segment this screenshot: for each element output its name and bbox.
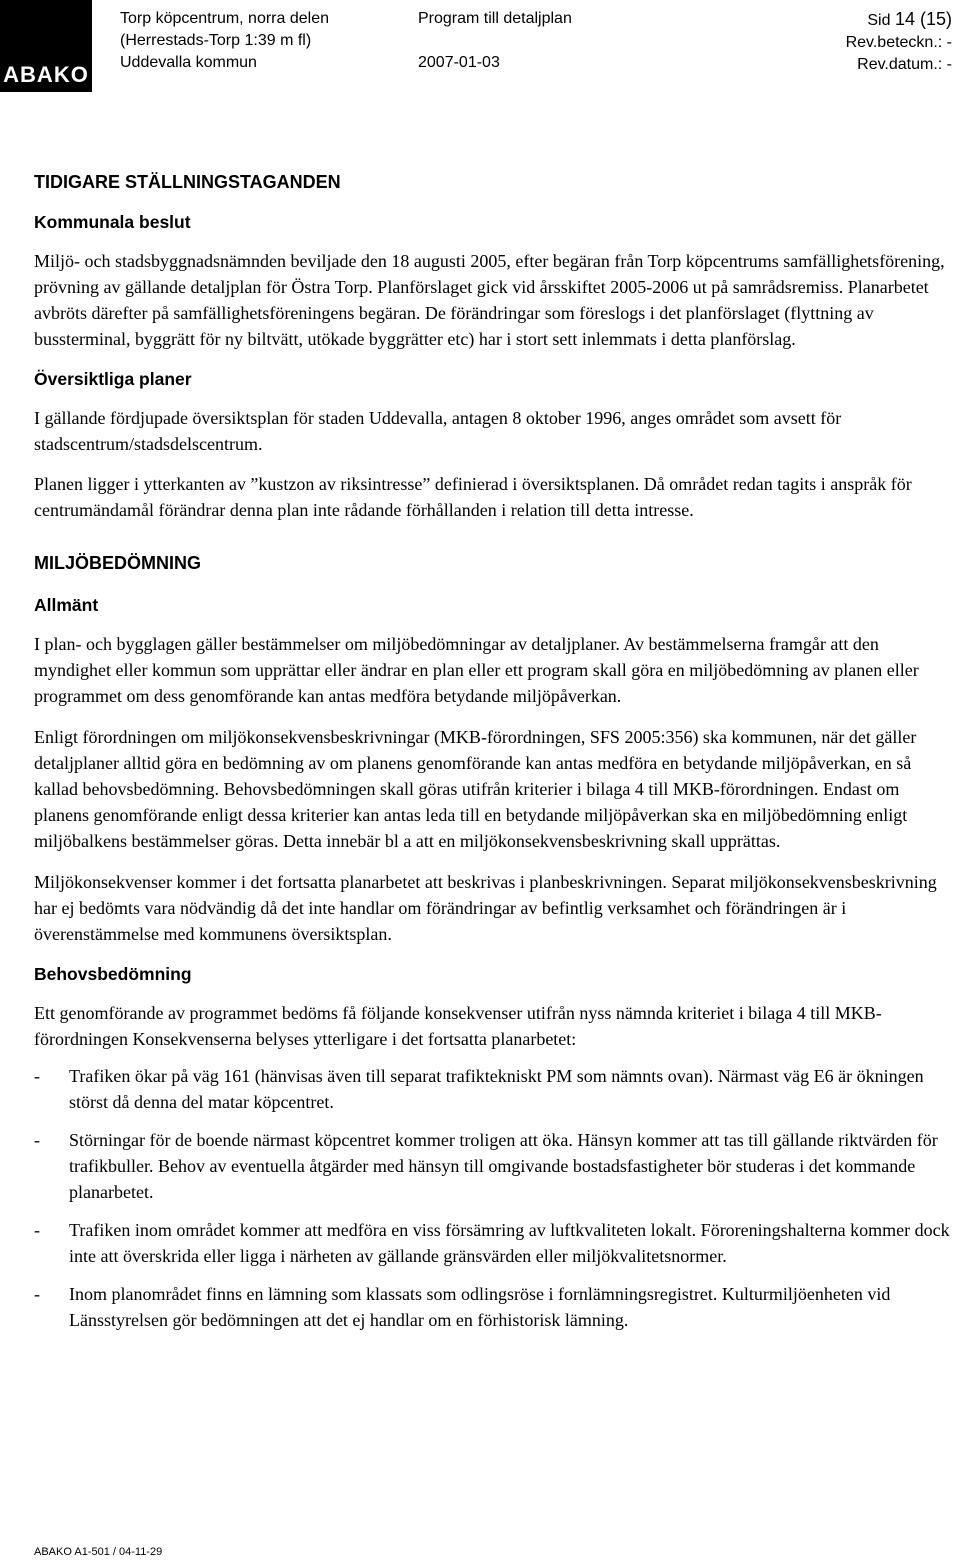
list-dash: -: [34, 1066, 40, 1086]
header-date: 2007-01-03: [418, 54, 500, 71]
header-page-number: 14 (15): [894, 9, 952, 29]
header-project: Torp köpcentrum, norra delen: [120, 10, 329, 27]
paragraph-environmental-consequences: Miljökonsekvenser kommer i det fortsatta planarbetet att beskrivas i planbeskrivningen. Separat miljökonsekvensbeskrivning har ej bedömts vara nödvändig då det inte handlar om förändringar av befintlig verksamhet och förändringen är i överenstämmelse med kommunens översiktsplan.: [34, 872, 937, 944]
subheading-municipal-decisions: Kommunala beslut: [34, 212, 191, 232]
list-item: [34, 1281, 954, 1333]
paragraph-pbl-rules: I plan- och bygglagen gäller bestämmelser om miljöbedömningar av detaljplaner. Av bestämmelserna framgår att den myndighet eller kommun som upprättar eller ändrar en plan eller ett program skall göra en miljöbedömning av planen eller programmet om dess genomförande kan antas medföra betydande miljöpåverkan.: [34, 634, 919, 706]
list-item: [34, 1063, 954, 1115]
header-rev-datum: Rev.datum.: -: [857, 56, 952, 73]
header-doc-type: Program till detaljplan: [418, 10, 572, 27]
paragraph-general-plan: I gällande fördjupade översiktsplan för staden Uddevalla, antagen 8 oktober 1996, anges området som avsett för stadscentrum/stadsdelscentrum.: [34, 408, 842, 454]
company-logo: [0, 0, 92, 92]
header-municipality: Uddevalla kommun: [120, 54, 257, 71]
subheading-needs-assessment: Behovsbedömning: [34, 964, 192, 984]
section-title-environmental-assessment: MILJÖBEDÖMNING: [34, 553, 202, 573]
section-title-earlier-positions: TIDIGARE STÄLLNINGSTAGANDEN: [34, 172, 341, 192]
footer-document-code: ABAKO A1-501 / 04-11-29: [34, 1546, 163, 1558]
subheading-general-plans: Översiktliga planer: [34, 369, 192, 389]
header-revision-info: [846, 8, 952, 76]
document-body: [34, 172, 954, 1333]
paragraph-needs-assessment: Ett genomförande av programmet bedöms få följande konsekvenser utifrån nyss nämnda kriteriet i bilaga 4 till MKB-förordningen Konsekvenserna belyses ytterligare i det fortsatta planarbetet:: [34, 1003, 882, 1049]
paragraph-municipal-decisions-part2: De förändringar som föreslogs i det planförslaget (flyttning av bussterminal, byggrätt för ny biltvätt, utökade byggrätter etc) har i stort sett inlemmats i detta planförslag.: [34, 303, 874, 349]
list-item-text: Inom planområdet finns en lämning som klassats som odlingsröse i fornlämningsregistret. Kulturmiljöenheten vid Länsstyrelsen gör bedömningen att det ej handlar om en förhistorisk lämning.: [69, 1284, 891, 1330]
list-item: [34, 1127, 954, 1205]
list-item-text: Trafiken inom området kommer att medföra en viss försämring av luftkvaliteten lokalt. Föroreningshalterna kommer dock inte att överskrida eller ligga i närheten av gällande gränsvärden eller miljökvalitetsnormer.: [69, 1220, 950, 1266]
list-item-text: Trafiken ökar på väg 161 (hänvisas även till separat trafiktekniskt PM som nämnts ovan). Närmast väg E6 är ökningen störst då denna del matar köpcentret.: [69, 1066, 924, 1112]
list-item-text: Störningar för de boende närmast köpcentret kommer troligen att öka. Hänsyn kommer att tas till gällande riktvärden för trafikbuller. Behov av eventuella åtgärder med hänsyn till omgivande bostadsfastigheter bör studeras i det kommande planarbetet.: [69, 1130, 938, 1202]
subheading-general: Allmänt: [34, 595, 99, 615]
header-rev-beteckn: Rev.beteckn.: -: [845, 34, 952, 51]
list-dash: -: [34, 1130, 40, 1150]
header-page-label: Sid: [867, 12, 891, 29]
logo-text: ABAKO: [3, 62, 89, 87]
consequence-list: [34, 1063, 954, 1333]
paragraph-mkb-ordinance: Enligt förordningen om miljökonsekvensbeskrivningar (MKB-förordningen, SFS 2005:356) ska kommunen, när det gäller detaljplaner alltid göra en bedömning av om planens genomförande kan antas medföra en betydande miljöpåverkan, en så kallad behovsbedömning. Behovsbedömningen skall göras utifrån kriterier i bilaga 4 till MKB-förordningen. Endast om planens genomförande enligt dessa kriterier kan antas leda till en betydande miljöpåverkan ska en miljöbedömning enligt miljöbalkens bestämmelser göras. Detta innebär bl a att en miljökonsekvensbeskrivning skall upprättas.: [34, 727, 917, 851]
list-dash: -: [34, 1220, 40, 1240]
paragraph-coastal-zone: Planen ligger i ytterkanten av ”kustzon av riksintresse” definierad i översiktsplanen. Då området redan tagits i anspråk för centrumändamål förändrar denna plan inte rådande förhållanden i relation till detta intresse.: [34, 474, 912, 520]
header-project-info: [120, 8, 329, 74]
list-dash: -: [34, 1284, 40, 1304]
list-item: [34, 1217, 954, 1269]
header-document-info: [418, 8, 572, 74]
header-subproject: (Herrestads-Torp 1:39 m fl): [120, 32, 312, 49]
paragraph-municipal-decisions-part1: Miljö- och stadsbyggnadsnämnden beviljade den 18 augusti 2005, efter begäran från Torp köpcentrums samfällighetsförening, prövning av gällande detaljplan för Östra Torp. Planförslaget gick vid årsskiftet 2005-2006 ut på samrådsremiss. Planarbetet avbröts därefter på samfällighetsföreningens begäran.: [34, 251, 945, 323]
paragraph-municipal-decisions: [34, 248, 954, 352]
